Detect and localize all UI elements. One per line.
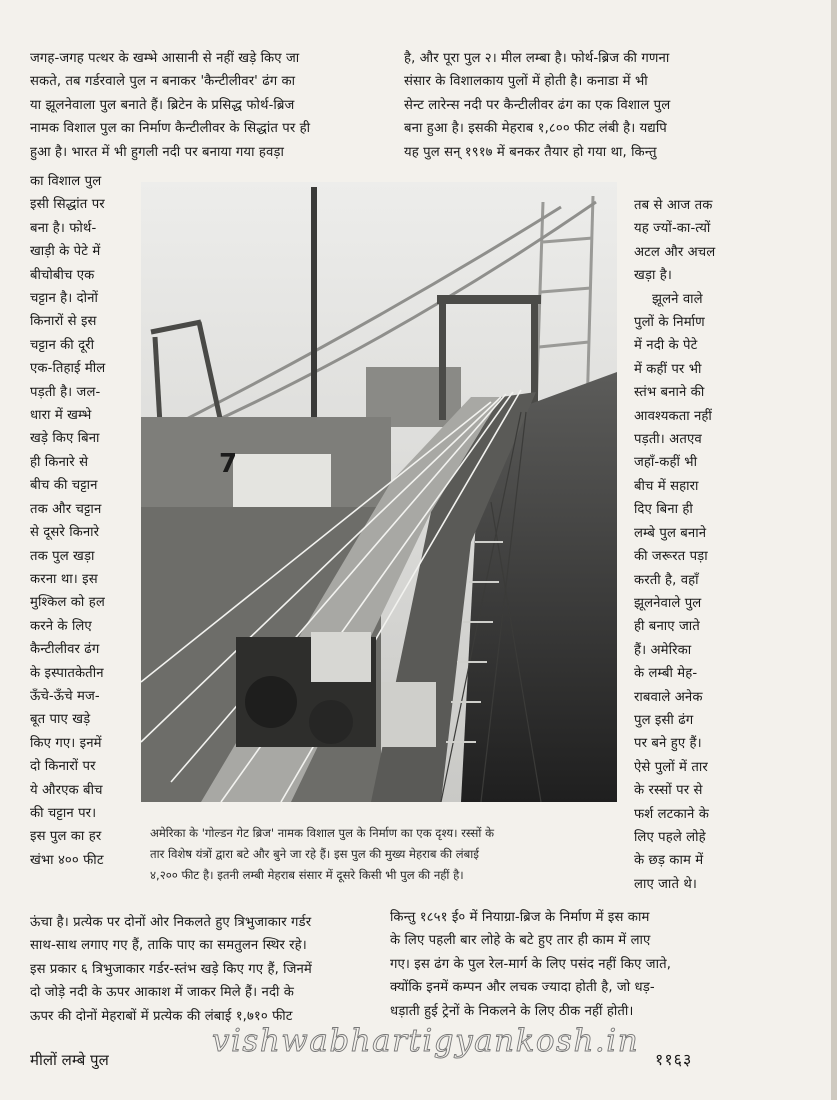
caption-line: अमेरिका के 'गोल्डन गेट ब्रिज' नामक विशाल पुल के निर्माण का एक दृश्य। रस्सों के bbox=[150, 826, 494, 840]
text-line: करने के लिए bbox=[30, 618, 92, 634]
text-line: किनारों से इस bbox=[30, 314, 97, 330]
text-line: के रस्सों पर से bbox=[634, 783, 703, 799]
text-line: पुल इसी ढंग bbox=[634, 712, 694, 728]
running-title: मीलों लम्बे पुल bbox=[30, 1051, 109, 1069]
text-line: दो किनारों पर bbox=[30, 759, 96, 775]
bridge-construction-photo bbox=[141, 182, 617, 802]
text-line: इसी सिद्धांत पर bbox=[30, 197, 105, 213]
text-line: बना हुआ है। इसकी मेहराब १,८०० फीट लंबी है। यद्यपि bbox=[404, 121, 667, 137]
text-line: में कहीं पर भी bbox=[634, 361, 702, 377]
text-line: हैं। अमेरिका bbox=[634, 642, 692, 658]
text-line: बना है। फोर्थ- bbox=[30, 220, 97, 236]
text-line: लिए पहले लोहे bbox=[634, 829, 706, 845]
text-line: के लम्बी मेह- bbox=[634, 666, 698, 682]
text-line: फर्श लटकाने के bbox=[634, 806, 709, 822]
text-line: गए। इस ढंग के पुल रेल-मार्ग के लिए पसंद नहीं किए जाते, bbox=[390, 956, 672, 972]
text-line: किन्तु १८५१ ई० में नियाग्रा-ब्रिज के निर्माण में इस काम bbox=[390, 910, 650, 925]
photo-marking: 7 bbox=[219, 449, 238, 479]
text-line: इस पुल का हर bbox=[30, 829, 102, 845]
text-line: स्तंभ बनाने की bbox=[634, 385, 705, 401]
photo-caption bbox=[150, 823, 630, 886]
text-line: किए गए। इनमें bbox=[30, 735, 102, 751]
text-line: में नदी के पेटे bbox=[634, 338, 698, 354]
text-line: एक-तिहाई मील bbox=[30, 361, 106, 377]
text-line: तक और चट्टान bbox=[30, 501, 102, 517]
text-line: पर बने हुए हैं। bbox=[634, 736, 702, 752]
text-line: हुआ है। भारत में भी हुगली नदी पर बनाया गया हवड़ा bbox=[30, 144, 284, 160]
text-line: धड़ाती हुई ट्रेनों के निकलने के लिए ठीक नहीं होती। bbox=[390, 1003, 634, 1019]
page-number: ११६३ bbox=[655, 1050, 693, 1069]
text-line: ऊँचे-ऊँचे मज- bbox=[30, 688, 100, 704]
left-column bbox=[30, 170, 105, 872]
text-line: क्योंकि इनमें कम्पन और लचक ज्यादा होती है, जो धड़- bbox=[390, 980, 655, 996]
text-line: के इस्पातकेतीन bbox=[30, 665, 104, 681]
text-line: दिए बिना ही bbox=[634, 502, 693, 518]
text-line: पड़ती। अतएव bbox=[634, 432, 702, 448]
text-line: राबवाले अनेक bbox=[634, 689, 703, 705]
text-line: सेन्ट लारेन्स नदी पर कैन्टीलीवर ढंग का एक विशाल पुल bbox=[404, 97, 671, 113]
text-line: लम्बे पुल बनाने bbox=[634, 525, 707, 541]
text-line: जहाँ-कहीं भी bbox=[634, 455, 698, 471]
text-line: तब से आज तक bbox=[634, 198, 713, 213]
text-line: तक पुल खड़ा bbox=[30, 548, 95, 564]
text-line: ऐसे पुलों में तार bbox=[634, 759, 708, 775]
right-column bbox=[634, 194, 715, 896]
text-line: पड़ती है। जल- bbox=[30, 384, 101, 400]
text-line: यह पुल सन् १९१७ में बनकर तैयार हो गया था, किन्तु bbox=[404, 144, 657, 160]
text-line: नामक विशाल पुल का निर्माण कैन्टीलीवर के सिद्धांत पर ही bbox=[30, 121, 311, 137]
text-line: से दूसरे किनारे bbox=[30, 525, 100, 541]
text-line: खंभा ४०० फीट bbox=[30, 852, 104, 868]
text-line: बूत पाए खड़े bbox=[30, 712, 91, 728]
text-line: का विशाल पुल bbox=[30, 174, 102, 189]
text-line: ऊंचा है। प्रत्येक पर दोनों ओर निकलते हुए त्रिभुजाकार गर्डर bbox=[30, 915, 312, 930]
bottom-left-paragraph bbox=[30, 911, 312, 1028]
text-line: खड़ा है। bbox=[634, 268, 672, 284]
text-line: ही बनाए जाते bbox=[634, 619, 700, 635]
text-line: कैन्टीलीवर ढंग bbox=[30, 642, 100, 658]
text-line: झूलने वाले bbox=[652, 291, 703, 307]
text-line: मुश्किल को हल bbox=[30, 595, 105, 611]
text-line: दो जोड़े नदी के ऊपर आकाश में जाकर मिले हैं। नदी के bbox=[30, 985, 294, 1001]
caption-line: ४,२०० फीट है। इतनी लम्बी मेहराब संसार में दूसरे किसी भी पुल की नहीं है। bbox=[150, 868, 464, 882]
text-line: करना था। इस bbox=[30, 571, 98, 587]
top-left-paragraph bbox=[30, 47, 310, 164]
text-line: या झूलनेवाला पुल बनाते हैं। ब्रिटेन के प्रसिद्ध फोर्थ-ब्रिज bbox=[30, 97, 295, 113]
text-line: ही किनारे से bbox=[30, 454, 89, 470]
text-line: यह ज्यों-का-त्यों bbox=[634, 221, 711, 237]
text-line: खड़े किए बिना bbox=[30, 431, 100, 447]
text-line: की जरूरत पड़ा bbox=[634, 549, 708, 565]
text-line: ये औरएक बीच bbox=[30, 782, 103, 798]
site-watermark: vishwabhartigyankosh.in bbox=[212, 1023, 640, 1059]
text-line: सकते, तब गर्डरवाले पुल न बनाकर 'कैन्टीलीवर' ढंग का bbox=[30, 74, 296, 90]
text-line: है, और पूरा पुल २। मील लम्बा है। फोर्थ-ब्रिज की गणना bbox=[404, 51, 670, 66]
text-line: अटल और अचल bbox=[634, 244, 716, 260]
text-line: धारा में खम्भे bbox=[30, 408, 92, 424]
text-line: के लिए पहली बार लोहे के बटे हुए तार ही काम में लाए bbox=[390, 933, 651, 949]
text-line: करती है, वहाँ bbox=[634, 572, 699, 588]
text-line: साथ-साथ लगाए गए हैं, ताकि पाए का समतुलन स्थिर रहे। bbox=[30, 938, 307, 954]
text-line: बीचोबीच एक bbox=[30, 267, 95, 283]
caption-line: तार विशेष यंत्रों द्वारा बटे और बुने जा रहे हैं। इस पुल की मुख्य मेहराब की लंबाई bbox=[150, 847, 479, 861]
text-line: के छड़ काम में bbox=[634, 853, 704, 869]
text-line: लाए जाते थे। bbox=[634, 876, 697, 892]
page-edge bbox=[831, 0, 837, 1100]
text-line: जगह-जगह पत्थर के खम्भे आसानी से नहीं खड़े किए जा bbox=[30, 51, 300, 66]
text-line: इस प्रकार ६ त्रिभुजाकार गर्डर-स्तंभ खड़े किए गए हैं, जिनमें bbox=[30, 961, 312, 977]
text-line: ऊपर की दोनों मेहराबों में प्रत्येक की लंबाई १,७१० फीट bbox=[30, 1008, 293, 1024]
top-right-paragraph bbox=[404, 47, 670, 164]
text-line: बीच की चट्टान bbox=[30, 478, 98, 494]
text-line: संसार के विशालकाय पुलों में होती है। कनाडा में भी bbox=[404, 74, 648, 90]
text-line: चट्टान है। दोनों bbox=[30, 291, 98, 307]
text-line: पुलों के निर्माण bbox=[634, 315, 705, 331]
bottom-right-paragraph bbox=[390, 906, 671, 1023]
text-line: खाड़ी के पेटे में bbox=[30, 244, 101, 260]
text-line: चट्टान की दूरी bbox=[30, 337, 95, 353]
text-line: आवश्यकता नहीं bbox=[634, 408, 712, 424]
text-line: की चट्टान पर। bbox=[30, 805, 97, 821]
text-line: बीच में सहारा bbox=[634, 478, 699, 494]
text-line: झूलनेवाले पुल bbox=[634, 595, 702, 611]
